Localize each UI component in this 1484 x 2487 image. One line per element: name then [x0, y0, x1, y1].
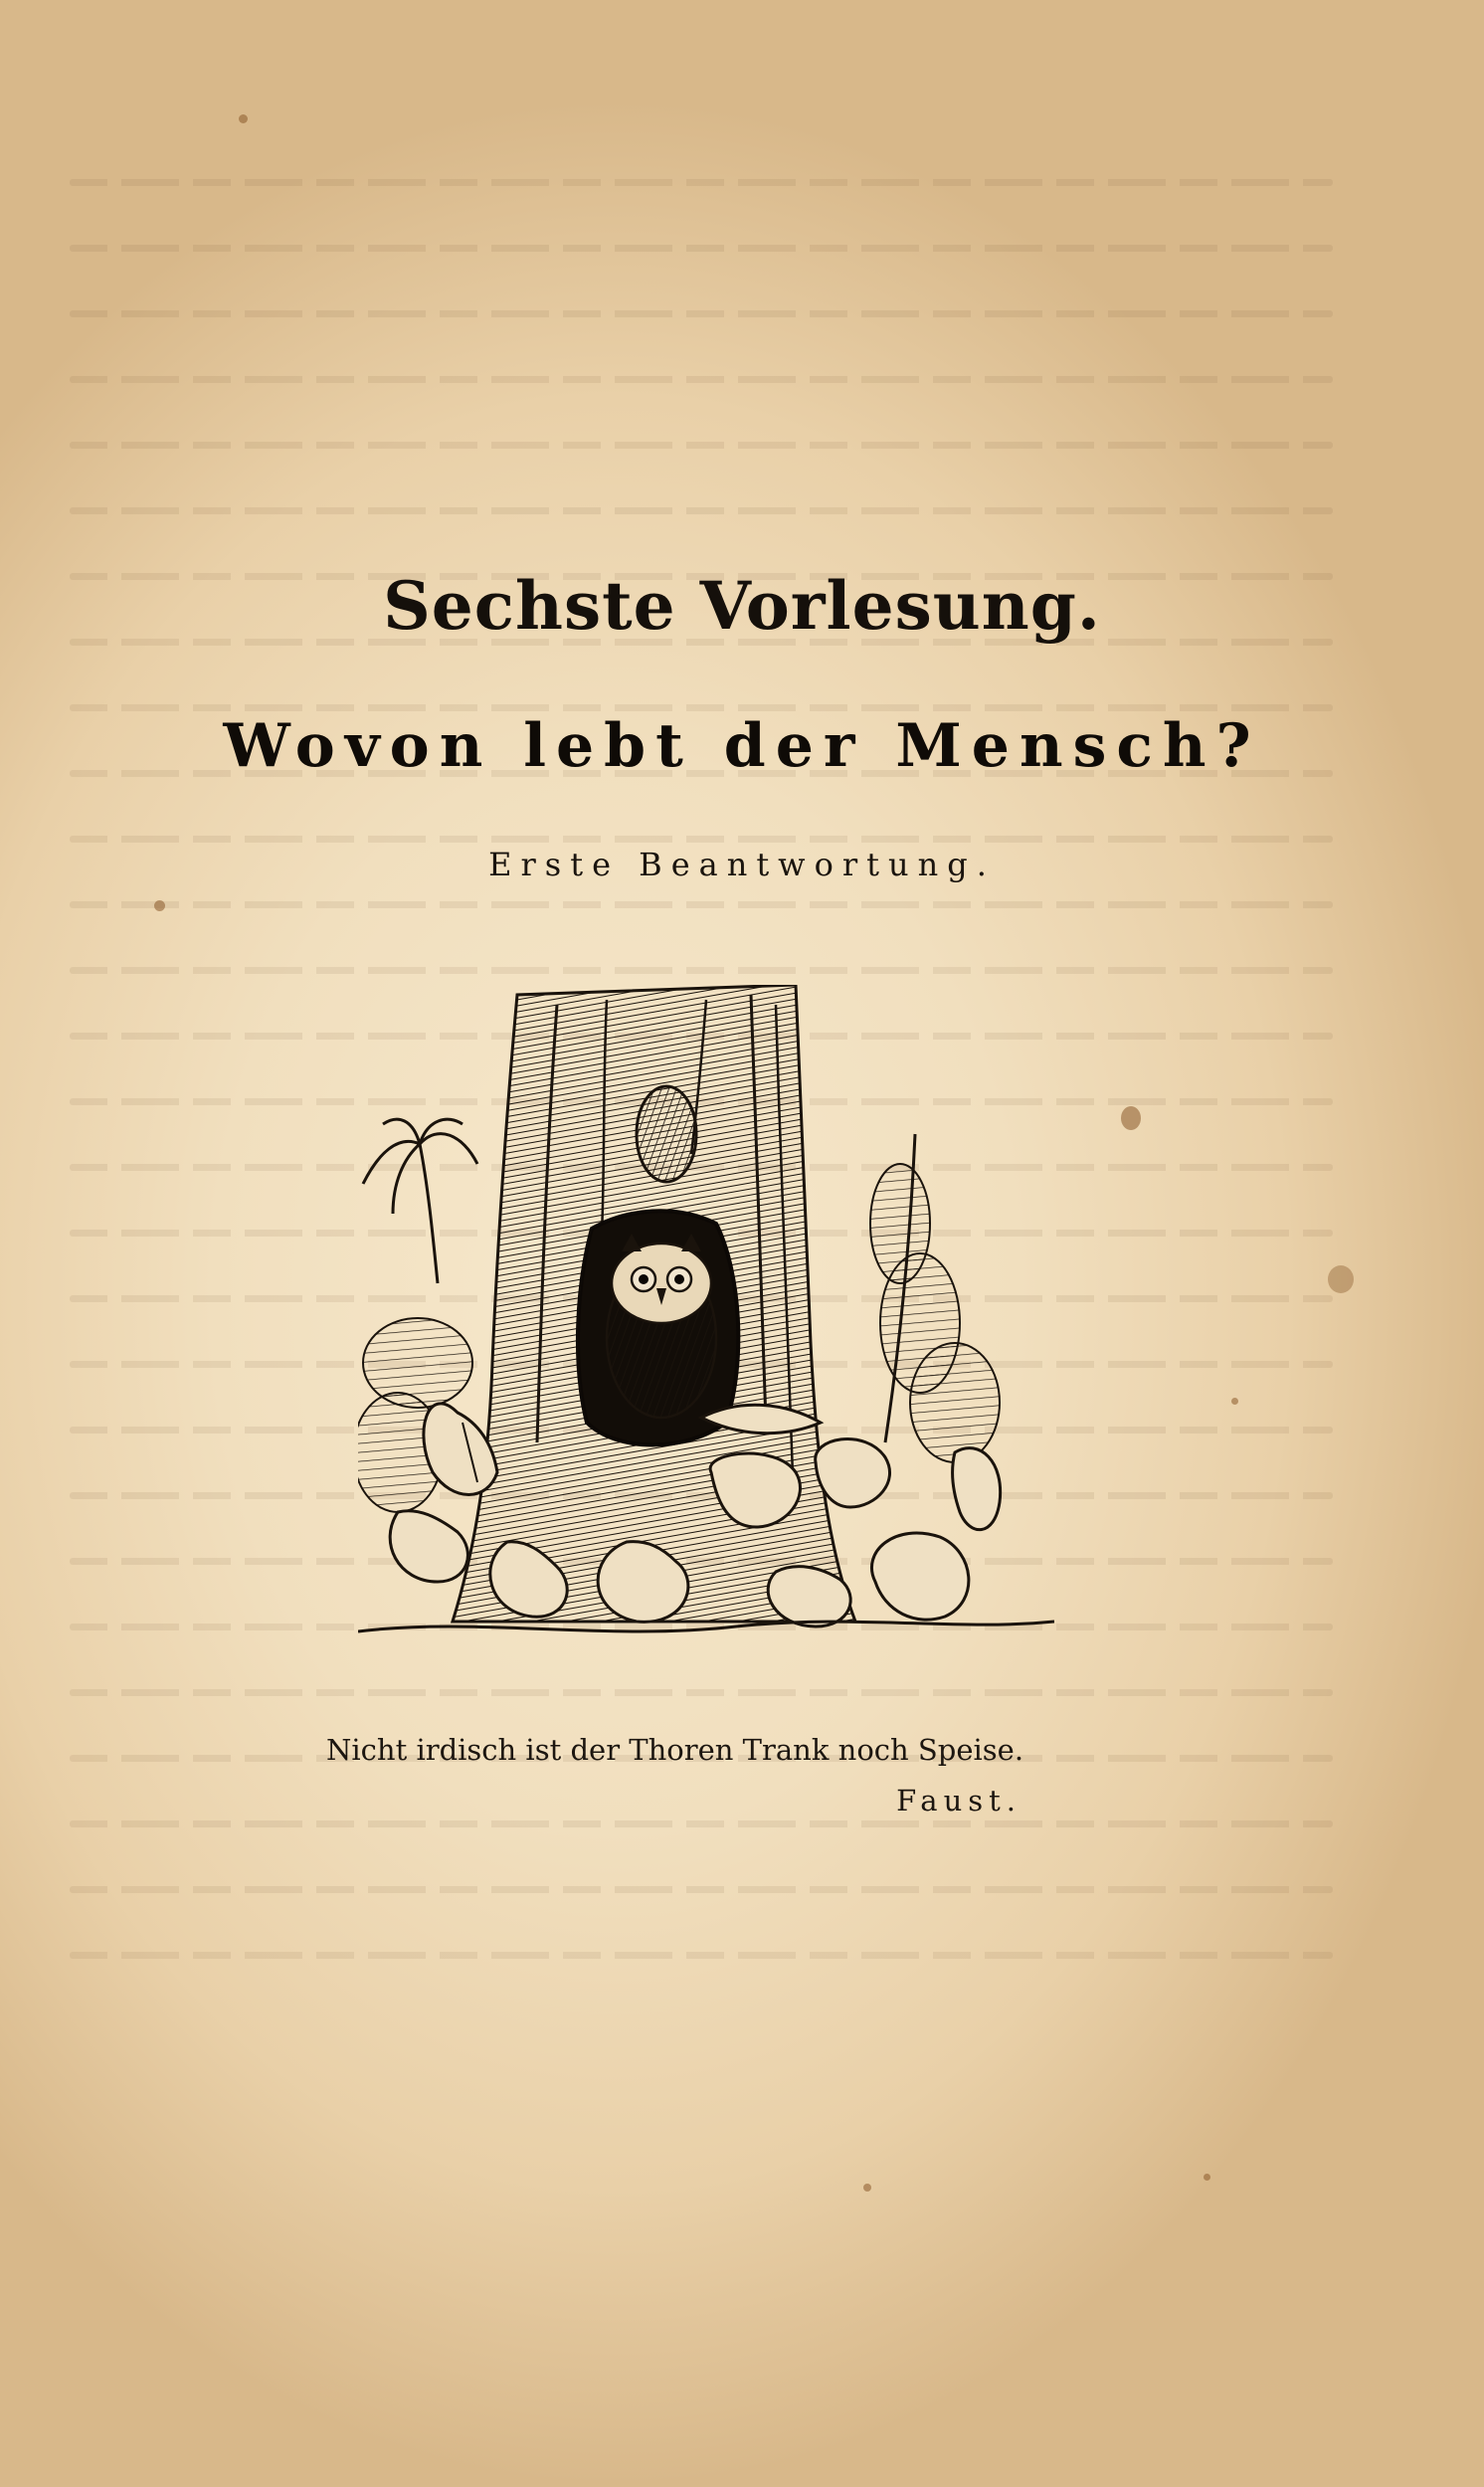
owl-in-tree-woodcut-illustration	[358, 985, 1054, 1661]
chapter-subtitle: Wovon lebt der Mensch?	[223, 711, 1261, 781]
foxing-stain	[1121, 1106, 1141, 1130]
foxing-stain	[1231, 1398, 1238, 1405]
foxing-stain	[1204, 2174, 1210, 2181]
epigraph-quote: Nicht irdisch ist der Thoren Trank noch Speise.	[326, 1733, 1024, 1767]
chapter-section-label: Erste Beantwortung.	[488, 846, 996, 883]
epigraph-author: Faust.	[896, 1784, 1021, 1817]
foxing-stain	[1328, 1265, 1354, 1293]
foxing-stain	[239, 114, 248, 123]
foxing-stain	[863, 2184, 871, 2192]
foxing-stain	[154, 900, 165, 911]
chapter-title: Sechste Vorlesung.	[383, 567, 1101, 645]
